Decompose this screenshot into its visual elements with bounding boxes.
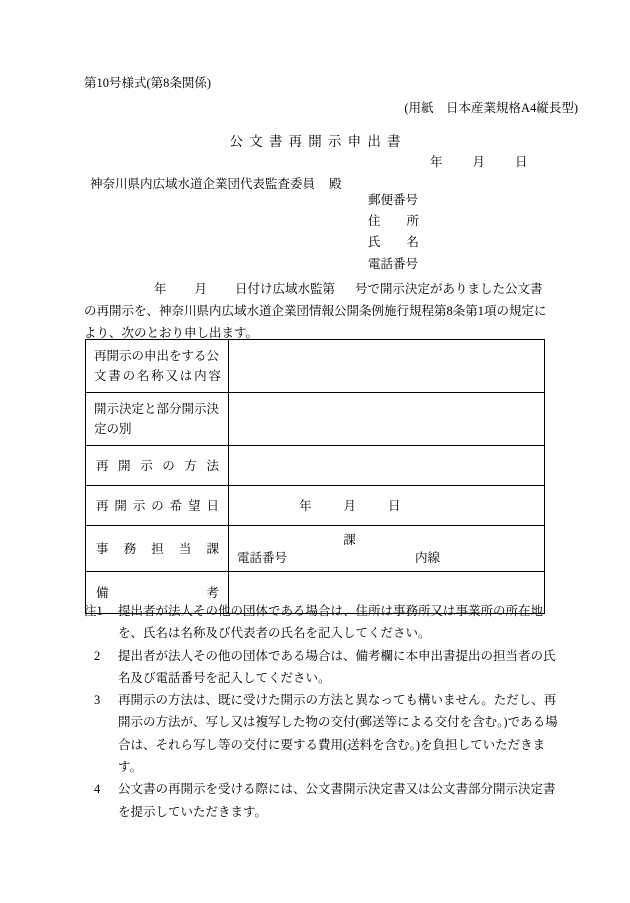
lbl-char: 開 <box>114 498 127 513</box>
lbl-char: 再 <box>96 498 109 513</box>
note-text-2 <box>118 645 562 690</box>
body-decision-year: 年 <box>154 282 167 296</box>
lbl-char: 希 <box>169 498 183 513</box>
lbl-char: 当 <box>178 541 192 556</box>
row-label-responsible-section <box>86 526 229 572</box>
lbl-char: 課 <box>206 541 219 556</box>
lbl-char: の <box>162 458 175 473</box>
lbl-char: 望 <box>188 498 201 513</box>
lbl-char: 開 <box>118 458 131 473</box>
request-form-table <box>85 339 545 614</box>
applicant-address-label-a: 住 <box>368 214 381 229</box>
row-label-document-name-line2: 文 書 の 名 称 又 は 内 容 <box>94 369 221 383</box>
row-value-desired-date[interactable] <box>229 486 545 526</box>
note-line: していただきます。 <box>155 804 268 819</box>
note-line: 再開示の方法は、既に受けた開示の方法と異なっても構いません。ただし、再開示の <box>118 693 557 730</box>
form-number: 第10号様式(第8条関係) <box>84 76 212 90</box>
row-label-decision-type <box>86 393 229 446</box>
note-line: 方法が、写し又は複写した物の交付(郵送等による交付を含む。)である場合は、それら <box>118 715 558 752</box>
body-decision-suffix: 号で開示決定がありました公文書の再開示 <box>84 282 543 318</box>
note-line: 電話番号を記入してください。 <box>155 670 331 685</box>
dept-extension-label: 内線 <box>415 550 441 565</box>
body-line-2: を、神奈川県内広域水道企業団情報公開条例施行規程第8条第1項の規定により、次のとお <box>84 304 547 340</box>
submission-date-year: 年 <box>430 155 443 169</box>
applicant-address-label-b: 所 <box>406 214 420 229</box>
addressee <box>90 177 342 192</box>
note-line: 写し等の交付に要する費用(送料を含む。)を負担していただきます。 <box>118 737 546 775</box>
body-decision-month: 月 <box>194 282 208 296</box>
applicant-postal-code-label: 郵便番号 <box>368 193 419 207</box>
row-label-desired-date <box>86 486 229 526</box>
paper-specification: (用紙 日本産業規格A4縦長型) <box>404 101 578 115</box>
lbl-char: 日 <box>206 498 219 513</box>
row-value-decision-type[interactable] <box>229 393 545 446</box>
note-line: 提出者が法人その他の団体である場合は、住所は事務所又は事業所の所在地を、氏名 <box>118 604 544 641</box>
applicant-phone-label: 電話番号 <box>368 256 419 271</box>
note-text-3 <box>118 689 562 778</box>
notes-section <box>84 600 562 823</box>
desired-date-month: 月 <box>343 498 357 513</box>
table-row-desired-date <box>86 486 545 526</box>
lbl-char: 事 <box>96 541 109 556</box>
lbl-char: 考 <box>206 585 219 600</box>
submission-date-line <box>430 155 528 170</box>
note-item-3 <box>84 689 562 778</box>
applicant-name-label <box>368 232 419 253</box>
body-paragraph <box>84 278 550 344</box>
note-marker-3: 3 <box>94 693 101 708</box>
lbl-char: 再 <box>96 458 109 473</box>
note-item-2 <box>84 645 562 690</box>
desired-date-year: 年 <box>299 498 312 513</box>
note-marker-2: 2 <box>94 648 101 663</box>
table-row-disclosure-method <box>86 446 545 486</box>
note-text-1 <box>118 600 562 645</box>
row-value-document-name[interactable] <box>229 340 545 393</box>
lbl-char: 法 <box>206 458 219 473</box>
note-marker-4: 4 <box>94 782 101 797</box>
lbl-char: の <box>151 498 164 513</box>
lbl-char: 務 <box>123 541 137 556</box>
row-label-decision-type-line1: 開示決定と部分開示決 <box>94 402 220 416</box>
table-row-decision-type <box>86 393 545 446</box>
row-label-disclosure-method <box>86 446 229 486</box>
note-marker-1: 注1 <box>84 604 103 618</box>
body-line-3: り申し出ます。 <box>171 326 259 340</box>
row-value-responsible-section[interactable] <box>229 526 545 572</box>
addressee-name: 神奈川県内広域水道企業団代表監査委員 <box>90 177 316 191</box>
document-title: 公文書再開示申出書 <box>229 134 407 149</box>
row-label-document-name <box>86 340 229 393</box>
lbl-char: 担 <box>151 541 164 556</box>
note-line: 公文書の再開示を受ける際には、公文書開示決定書又は公文書部分開示決定書を提示 <box>118 782 556 819</box>
table-row-document-name <box>86 340 545 393</box>
row-label-decision-type-line2: 定の別 <box>94 422 132 436</box>
lbl-char: 示 <box>132 498 146 513</box>
note-text-4 <box>118 778 562 823</box>
addressee-honorific: 殿 <box>329 177 342 191</box>
lbl-char: 備 <box>96 585 109 600</box>
applicant-name-label-b: 名 <box>406 235 420 250</box>
body-decision-doc-prefix: 日付け広域水監第 <box>235 282 336 296</box>
dept-phone-label: 電話番号 <box>237 550 288 565</box>
dept-contact-line <box>237 549 536 567</box>
lbl-char: 示 <box>140 458 153 473</box>
dept-section-label: 課 <box>343 532 356 547</box>
row-label-document-name-line1: 再開示の申出をする公 <box>94 349 220 363</box>
note-item-1 <box>84 600 562 645</box>
row-value-disclosure-method[interactable] <box>229 446 545 486</box>
submission-date-month: 月 <box>472 155 486 169</box>
applicant-name-label-a: 氏 <box>368 235 381 250</box>
desired-date-day: 日 <box>388 498 401 513</box>
note-line: 提出者が法人その他の団体である場合は、備考欄に本申出書提出の担当者の氏名及び <box>118 648 556 685</box>
submission-date-day: 日 <box>515 155 528 169</box>
note-item-4 <box>84 778 562 823</box>
note-line: は名称及び代表者の氏名を記入してください。 <box>168 626 431 641</box>
table-row-responsible-section <box>86 526 545 572</box>
lbl-char: 方 <box>184 458 197 473</box>
applicant-block <box>368 190 419 275</box>
applicant-address-label <box>368 211 419 232</box>
